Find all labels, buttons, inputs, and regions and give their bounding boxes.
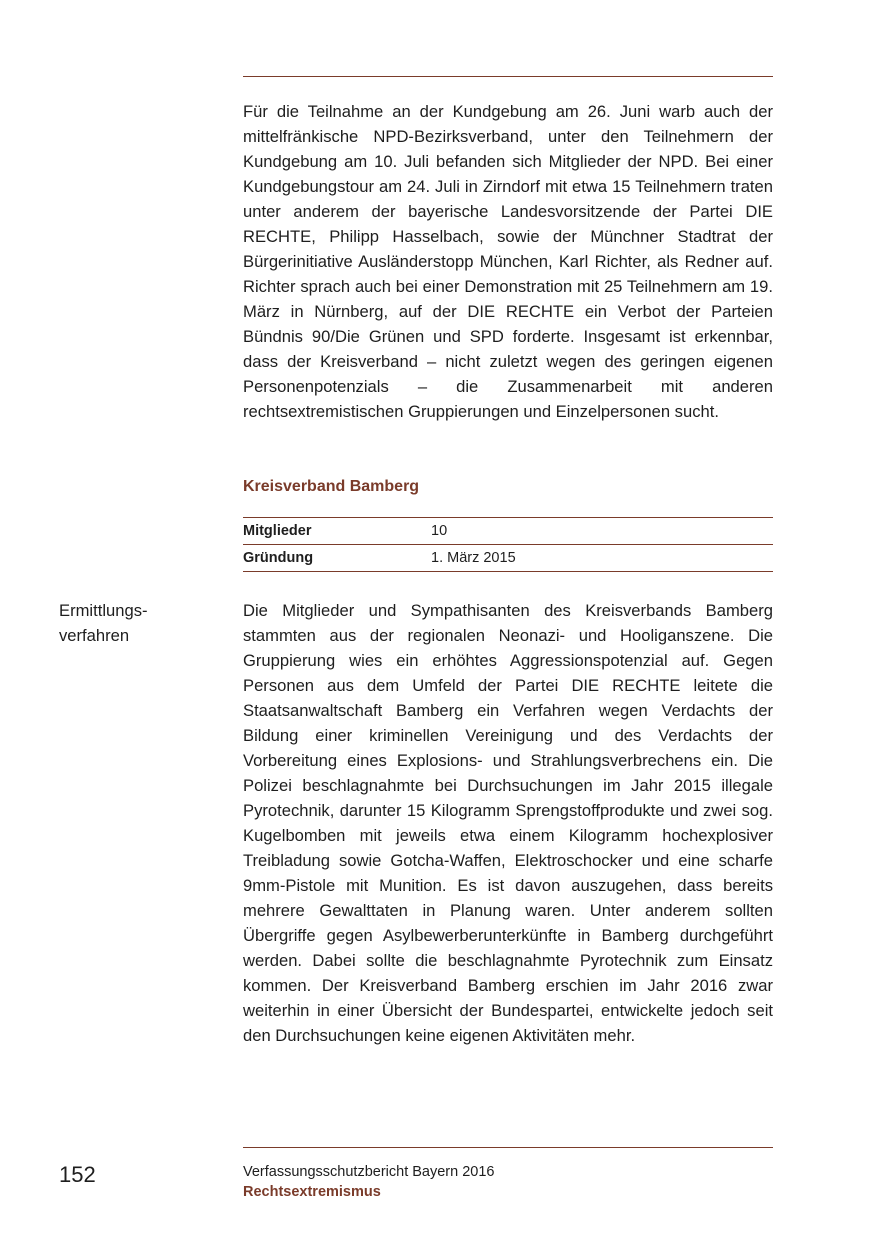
section-heading: Kreisverband Bamberg [243,478,420,495]
top-divider [243,76,773,77]
facts-label: Gründung [243,545,431,572]
table-row [243,518,773,545]
body-paragraph-1: Für die Teilnahme an der Kundgebung am 26. Juni warb auch der mittelfränkische NPD-Bezirksverband, unter den Teilnehmern der Kundgebung am 10. Juli befanden sich Mitglieder der NPD. Bei einer Kundgebungstour am 24. Juli in Zirndorf mit etwa 15 Teilnehmern traten unter anderem der bayerische Landesvorsitzende der Partei DIE RECHTE, Philipp Hasselbach, sowie der Münchner Stadtrat der Bürgerinitiative Ausländerstopp München, Karl Richter, als Redner auf. Richter sprach auch bei einer Demonstration mit 25 Teilnehmern am 19. März in Nürnberg, auf der DIE RECHTE ein Verbot der Parteien Bündnis 90/Die Grünen und SPD forderte. Insgesamt ist erkennbar, dass der Kreisverband – nicht zuletzt wegen des geringen eigenen Personenpotenzials – die Zusammenarbeit mit anderen rechtsextremistischen Gruppierungen und Einzelpersonen sucht. [243,102,773,421]
footer-divider [243,1147,773,1148]
margin-note: Ermittlungs- verfahren [59,601,148,645]
facts-value: 10 [431,518,773,545]
facts-label: Mitglieder [243,518,431,545]
table-row [243,545,773,572]
facts-value: 1. März 2015 [431,545,773,572]
footer-section-title: Rechtsextremismus [243,1184,381,1200]
footer-publication-title: Verfassungsschutzbericht Bayern 2016 [243,1164,495,1180]
page-number: 152 [59,1162,96,1187]
facts-table [243,517,773,572]
body-paragraph-2: Die Mitglieder und Sympathisanten des Kreisverbands Bamberg stammten aus der regionalen Neonazi- und Hooliganszene. Die Gruppierung wies ein erhöhtes Aggressionspotenzial auf. Gegen Personen aus dem Umfeld der Partei DIE RECHTE leitete die Staatsanwaltschaft Bamberg ein Verfahren wegen Verdachts der Bildung einer kriminellen Vereinigung und des Verdachts der Vorbereitung eines Explosions- und Strahlungsverbrechens ein. Die Polizei beschlagnahmte bei Durchsuchungen im Jahr 2015 illegale Pyrotechnik, darunter 15 Kilogramm Sprengstoffprodukte und zwei sog. Kugelbomben mit jeweils etwa einem Kilogramm hochexplosiver Treibladung sowie Gotcha-Waffen, Elektroschocker und eine scharfe 9mm-Pistole mit Munition. Es ist davon auszugehen, dass bereits mehrere Gewalttaten in Planung waren. Unter anderem sollten Übergriffe gegen Asylbewerberunterkünfte in Bamberg durchgeführt werden. Dabei sollte die beschlagnahmte Pyrotechnik zum Einsatz kommen. Der Kreisverband Bamberg erschien im Jahr 2016 zwar weiterhin in einer Übersicht der Bundespartei, entwickelte jedoch seit den Durchsuchungen keine eigenen Aktivitäten mehr. [243,601,773,1045]
